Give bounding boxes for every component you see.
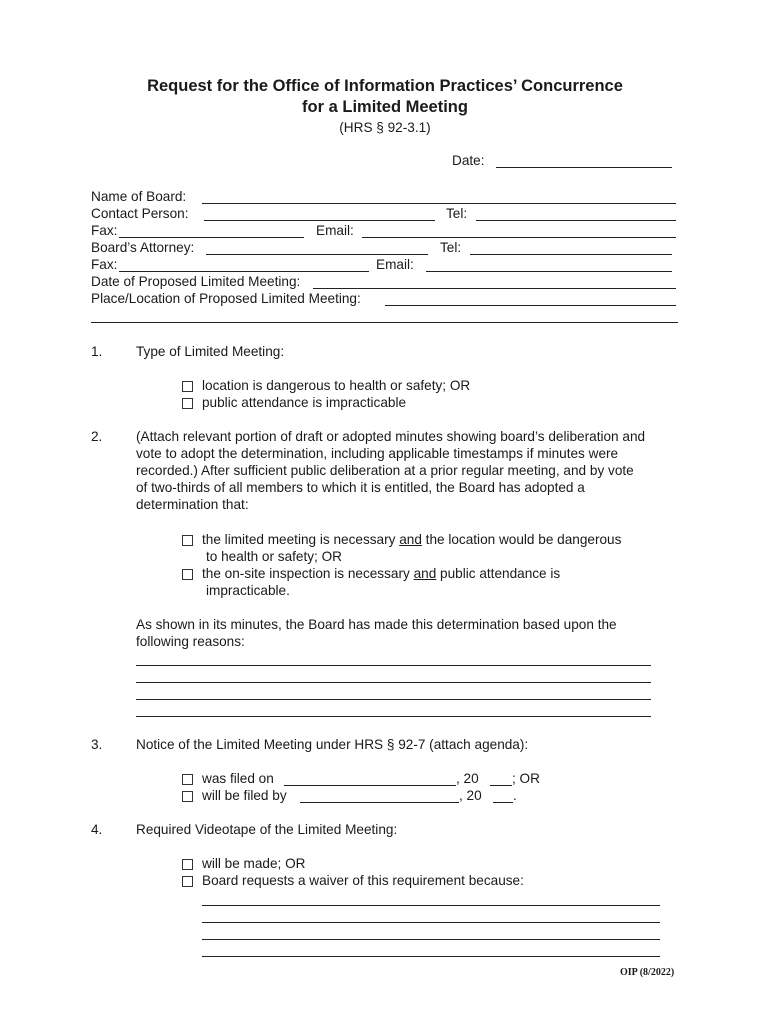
s3-will-file-year-label: , 20 — [459, 788, 482, 803]
section-4-heading: Required Videotape of the Limited Meeting: — [136, 822, 398, 837]
s3-will-file-label: will be filed by — [202, 788, 287, 803]
waiver-reason-line-1[interactable] — [202, 905, 660, 906]
s3-will-file-year-field[interactable] — [493, 802, 513, 803]
location-field[interactable] — [385, 305, 676, 306]
attorney-email-label: Email: — [376, 257, 414, 272]
attorney-fax-field[interactable] — [119, 271, 369, 272]
form-footer-code: OIP (8/2022) — [620, 967, 675, 978]
section-2-text-line-5: determination that: — [136, 497, 249, 512]
attorney-tel-field[interactable] — [470, 254, 672, 255]
reasons-text-line-2: following reasons: — [136, 634, 245, 649]
section-4-number: 4. — [91, 822, 103, 837]
proposed-date-field[interactable] — [313, 288, 676, 289]
s4-waiver-label: Board requests a waiver of this requirement because: — [202, 873, 524, 888]
attorney-field[interactable] — [206, 254, 428, 255]
attorney-email-field[interactable] — [426, 271, 672, 272]
location-label: Place/Location of Proposed Limited Meeting: — [91, 291, 361, 306]
attorney-label: Board’s Attorney: — [91, 240, 195, 255]
s2-dangerous-label: the limited meeting is necessary and the location would be dangerous — [202, 532, 622, 547]
s2-inspection-label-line-2: impracticable. — [206, 583, 290, 598]
attorney-fax-label: Fax: — [91, 257, 118, 272]
date-label: Date: — [452, 153, 485, 168]
reasons-line-4[interactable] — [136, 716, 651, 717]
s4-will-be-made-label: will be made; OR — [202, 856, 306, 871]
section-1-heading: Type of Limited Meeting: — [136, 344, 285, 359]
s2-inspection-label: the on-site inspection is necessary and public attendance is — [202, 566, 561, 581]
proposed-date-label: Date of Proposed Limited Meeting: — [91, 274, 301, 289]
board-name-label: Name of Board: — [91, 189, 187, 204]
section-2-text-line-2: vote to adopt the determination, including applicable timestamps if minutes were — [136, 446, 619, 461]
section-2-text-line-4: of two-thirds of all members to which it is entitled, the Board has adopted a — [136, 480, 585, 495]
contact-fax-field[interactable] — [119, 237, 304, 238]
form-title-line-1: Request for the Office of Information Practices’ Concurrence — [147, 77, 623, 95]
section-2-text-line-1: (Attach relevant portion of draft or adopted minutes showing board’s deliberation and — [136, 429, 646, 444]
section-1-number: 1. — [91, 344, 103, 359]
contact-tel-field[interactable] — [476, 220, 676, 221]
s3-filed-date-field[interactable] — [284, 785, 456, 786]
attorney-tel-label: Tel: — [440, 240, 462, 255]
s3-filed-label: was filed on — [202, 771, 274, 786]
contact-person-label: Contact Person: — [91, 206, 189, 221]
s2-inspection-checkbox[interactable] — [182, 569, 193, 580]
section-2-text-line-3: recorded.) After sufficient public deliberation at a prior regular meeting, and by vote — [136, 463, 634, 478]
section-3-number: 3. — [91, 737, 103, 752]
s3-will-file-checkbox[interactable] — [182, 791, 193, 802]
waiver-reason-line-4[interactable] — [202, 956, 660, 957]
s3-filed-year-label: , 20 — [456, 771, 479, 786]
s3-filed-checkbox[interactable] — [182, 774, 193, 785]
s3-filed-year-field[interactable] — [490, 785, 512, 786]
s1-impracticable-label: public attendance is impracticable — [202, 395, 407, 410]
s1-dangerous-label: location is dangerous to health or safety; OR — [202, 378, 471, 393]
s3-filed-or: ; OR — [512, 771, 540, 786]
section-2-number: 2. — [91, 429, 103, 444]
waiver-reason-line-2[interactable] — [202, 922, 660, 923]
location-field-continued[interactable] — [91, 322, 678, 323]
reasons-line-1[interactable] — [136, 665, 651, 666]
s3-will-file-period: . — [513, 788, 517, 803]
reasons-line-3[interactable] — [136, 699, 651, 700]
board-name-field[interactable] — [202, 203, 676, 204]
s4-waiver-checkbox[interactable] — [182, 876, 193, 887]
s3-will-file-date-field[interactable] — [300, 802, 459, 803]
contact-email-field[interactable] — [362, 237, 676, 238]
statute-reference: (HRS § 92-3.1) — [339, 120, 431, 135]
reasons-text-line-1: As shown in its minutes, the Board has made this determination based upon the — [136, 617, 617, 632]
reasons-line-2[interactable] — [136, 682, 651, 683]
s2-dangerous-label-line-2: to health or safety; OR — [206, 549, 343, 564]
section-3-heading: Notice of the Limited Meeting under HRS § 92-7 (attach agenda): — [136, 737, 529, 752]
contact-tel-label: Tel: — [446, 206, 468, 221]
contact-email-label: Email: — [316, 223, 354, 238]
s1-dangerous-checkbox[interactable] — [182, 381, 193, 392]
contact-person-field[interactable] — [204, 220, 435, 221]
s1-impracticable-checkbox[interactable] — [182, 398, 193, 409]
contact-fax-label: Fax: — [91, 223, 118, 238]
form-title-line-2: for a Limited Meeting — [302, 98, 468, 116]
s2-dangerous-checkbox[interactable] — [182, 535, 193, 546]
s4-will-be-made-checkbox[interactable] — [182, 859, 193, 870]
date-field[interactable] — [496, 167, 672, 168]
waiver-reason-line-3[interactable] — [202, 939, 660, 940]
